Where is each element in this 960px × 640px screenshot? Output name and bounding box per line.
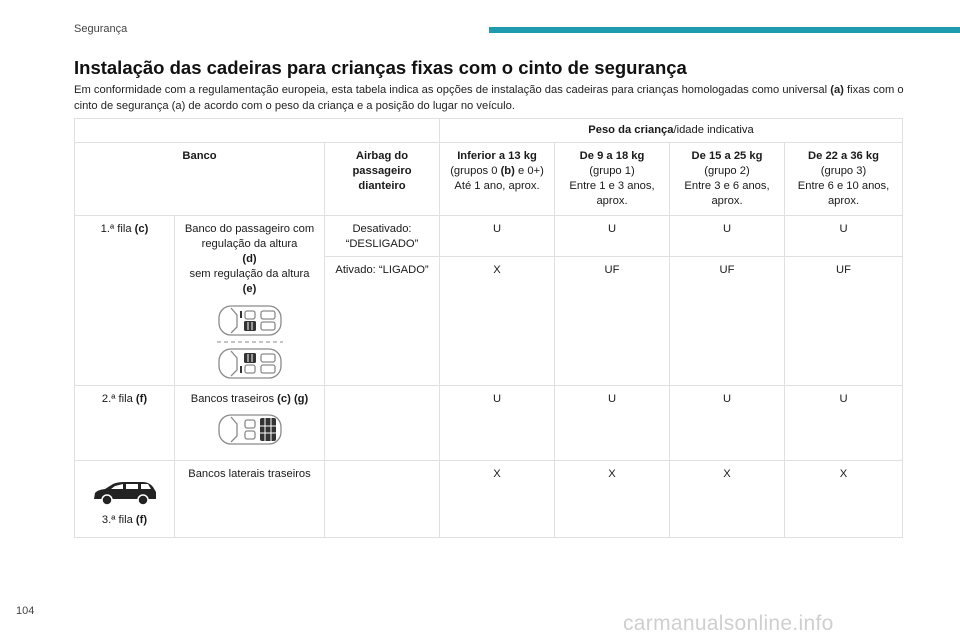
value-cell: U xyxy=(555,386,670,461)
seat-line-1: Banco do passageiro com regulação da altura xyxy=(184,223,315,250)
intro-text-2: fixas com o cinto de segurança (a) de acordo com o peso da criança e a posição do lugar no veículo. xyxy=(74,84,904,112)
value-cell: UF xyxy=(555,257,670,386)
section-title: Segurança xyxy=(74,23,128,35)
accent-bar xyxy=(489,27,960,33)
page-number: 104 xyxy=(16,605,35,617)
value-cell: X xyxy=(670,461,785,538)
weight-header-bold: Peso da criança xyxy=(588,124,674,136)
car-rear-seats-icon xyxy=(215,413,285,447)
value-cell: X xyxy=(555,461,670,538)
row-label-bold: (f) xyxy=(135,514,148,526)
value-cell: U xyxy=(785,386,903,461)
car-top-view-icon xyxy=(215,303,285,381)
group-header-2 xyxy=(670,143,785,216)
airbag-cell: Desativado: “DESLIGADO” xyxy=(325,216,440,257)
seat-text-bold: (c) (g) xyxy=(277,393,309,405)
group-label-pre: (grupos 0 xyxy=(450,165,501,177)
group-label: (grupo 1) xyxy=(589,165,635,177)
table-row xyxy=(75,216,903,257)
weight-header-row xyxy=(75,119,903,143)
value-cell: X xyxy=(440,461,555,538)
row-label-text: 3.ª fila xyxy=(101,514,136,526)
value-cell: UF xyxy=(670,257,785,386)
car-side-view-icon xyxy=(91,479,159,507)
watermark: carmanualsonline.info xyxy=(623,612,834,635)
seat-line-1-bold: (d) xyxy=(242,253,257,265)
row-label-bold: (c) xyxy=(134,223,149,235)
group-header-3 xyxy=(785,143,903,216)
value-cell: X xyxy=(440,257,555,386)
value-cell: U xyxy=(670,386,785,461)
seat-line-2: sem regulação da altura xyxy=(189,268,310,280)
child-seat-table xyxy=(74,118,903,538)
seat-cell-first xyxy=(175,216,325,386)
airbag-header: Airbag do passageiro dianteiro xyxy=(325,143,440,216)
group-label-bold: (b) xyxy=(500,165,515,177)
table-row xyxy=(75,461,903,538)
group-label: (grupo 3) xyxy=(820,165,867,177)
group-title: Inferior a 13 kg xyxy=(457,150,537,162)
value-cell: U xyxy=(440,216,555,257)
airbag-cell: Ativado: “LIGADO” xyxy=(325,257,440,386)
seat-header: Banco xyxy=(75,143,325,216)
seat-cell-second xyxy=(175,386,325,461)
group-label-post: e 0+) xyxy=(514,165,544,177)
airbag-cell-empty xyxy=(325,461,440,538)
group-title: De 9 a 18 kg xyxy=(579,150,645,162)
table-row xyxy=(75,386,903,461)
intro-text-bold: (a) xyxy=(830,84,844,96)
value-cell: U xyxy=(555,216,670,257)
group-header-0 xyxy=(440,143,555,216)
page-title: Instalação das cadeiras para crianças fixas com o cinto de segurança xyxy=(74,57,687,78)
seat-text: Bancos traseiros xyxy=(190,393,278,405)
row-label-text: 1.ª fila xyxy=(100,223,135,235)
group-title: De 22 a 36 kg xyxy=(808,150,879,162)
group-age: Até 1 ano, aprox. xyxy=(454,180,540,192)
row-label-first xyxy=(75,216,175,386)
weight-header-cell xyxy=(440,119,903,143)
intro-paragraph xyxy=(74,82,904,114)
group-age: Entre 3 e 6 anos, aprox. xyxy=(684,180,770,207)
group-label: (grupo 2) xyxy=(704,165,750,177)
column-header-row xyxy=(75,143,903,216)
row-label-text: 2.ª fila xyxy=(101,393,136,405)
seat-cell-third: Bancos laterais traseiros xyxy=(175,461,325,538)
group-age: Entre 1 e 3 anos, aprox. xyxy=(569,180,655,207)
empty-header-cell xyxy=(75,119,440,143)
value-cell: U xyxy=(785,216,903,257)
value-cell: U xyxy=(440,386,555,461)
value-cell: UF xyxy=(785,257,903,386)
row-label-third xyxy=(75,461,175,538)
value-cell: U xyxy=(670,216,785,257)
row-label-bold: (f) xyxy=(135,393,148,405)
value-cell: X xyxy=(785,461,903,538)
group-label xyxy=(444,164,550,179)
group-age: Entre 6 e 10 anos, aprox. xyxy=(797,180,890,207)
group-header-1 xyxy=(555,143,670,216)
weight-header-rest: /idade indicativa xyxy=(673,124,754,136)
group-title: De 15 a 25 kg xyxy=(691,150,763,162)
intro-text-1: Em conformidade com a regulamentação europeia, esta tabela indica as opções de instalação das cadeiras para crianças homologadas como universal xyxy=(74,84,831,96)
seat-line-2-bold: (e) xyxy=(242,283,257,295)
airbag-cell-empty xyxy=(325,386,440,461)
row-label-second xyxy=(75,386,175,461)
